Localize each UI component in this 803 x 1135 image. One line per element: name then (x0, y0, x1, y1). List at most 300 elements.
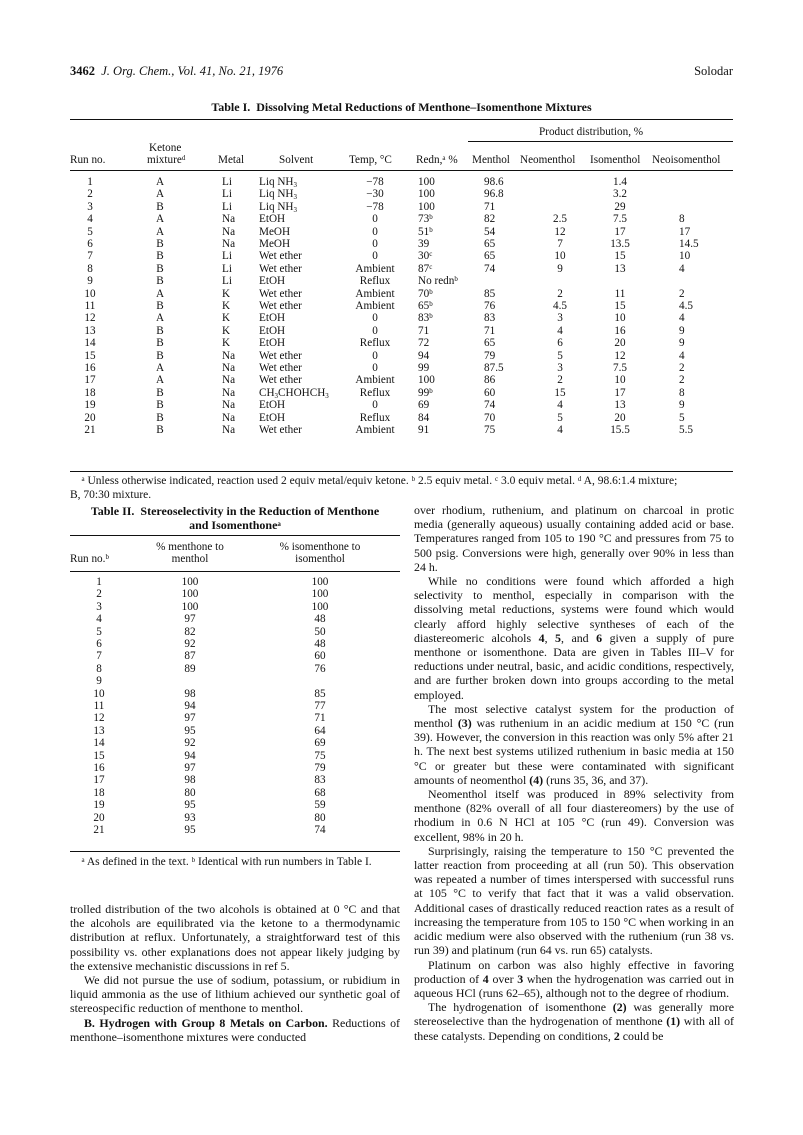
cell-run: 20 (84, 411, 96, 424)
redn-value: 71 (418, 324, 430, 337)
cell-ketone: B (156, 200, 164, 213)
cell-neomenthol: 4 (557, 424, 563, 436)
cell-temp: 0 (372, 312, 378, 325)
cell-neoisomenthol: 14.5 (679, 238, 699, 250)
cell-isomenthone-pct: 85 (314, 687, 326, 700)
cell-menthone-pct: 92 (184, 737, 196, 750)
cell-ketone: B (156, 386, 164, 399)
cell-menthone-pct: 82 (184, 625, 196, 638)
redn-sup: b (454, 275, 458, 284)
redn-value: 70 (418, 287, 430, 300)
solvent-text: EtOH (259, 213, 286, 226)
cell-isomenthol: 29 (614, 200, 626, 213)
cell-isomenthol: 17 (614, 386, 626, 399)
cell-ketone: B (156, 349, 164, 362)
cell-temp: 0 (372, 225, 378, 238)
cell-run: 17 (84, 374, 96, 387)
redn-value: 83 (418, 312, 430, 325)
cell-isomenthol: 12 (614, 349, 626, 362)
cell-isomenthone-pct: 71 (314, 712, 326, 725)
cell-isomenthol: 13.5 (610, 238, 630, 250)
cell-temp: 0 (372, 324, 378, 337)
cell-run: 13 (84, 324, 96, 337)
solvent-text: Wet ether (259, 424, 302, 436)
cell-run: 4 (87, 213, 93, 226)
cell-run: 9 (87, 275, 93, 288)
cell-neomenthol: 10 (554, 250, 566, 263)
cell-menthone-pct: 97 (184, 712, 196, 725)
cell-neoisomenthol: 10 (679, 250, 691, 263)
cell-run: 7 (96, 650, 102, 663)
cell-run: 19 (93, 799, 105, 812)
solvent-sub2: 3 (325, 391, 329, 400)
cell-menthone-pct: 94 (184, 749, 196, 762)
cell-temp: 0 (372, 238, 378, 250)
cell-menthol: 82 (484, 213, 496, 226)
cell-neomenthol: 4.5 (553, 300, 567, 312)
redn-value: 99 (418, 362, 430, 374)
cell-metal: K (222, 337, 231, 350)
cell-run: 6 (96, 638, 102, 650)
cell-metal: Li (222, 250, 232, 263)
col-ketone-line1: Ketone (149, 142, 182, 154)
cell-isomenthone-pct: 76 (314, 662, 326, 675)
cell-menthol: 65 (484, 238, 496, 250)
cell-temp: 0 (372, 399, 378, 412)
cell-isomenthol: 20 (614, 337, 626, 350)
cell-temp: 0 (372, 213, 378, 226)
cell-menthol: 71 (484, 324, 496, 337)
solvent-text: Wet ether (259, 362, 302, 374)
cell-metal: K (222, 312, 231, 325)
col2-isomenthone-line2: isomenthol (295, 553, 345, 565)
left-column-text (70, 902, 400, 1044)
redn-sup: b (429, 225, 433, 234)
solvent-text: Wet ether (259, 349, 302, 362)
cell-neoisomenthol: 9 (679, 324, 685, 337)
redn-value: 100 (418, 374, 435, 387)
cell-run: 9 (96, 675, 102, 688)
cell-run: 21 (93, 824, 105, 836)
cell-neomenthol: 12 (554, 225, 566, 238)
col-isomenthol: Isomenthol (590, 154, 641, 166)
redn-sup: b (429, 312, 433, 321)
cell-ketone: A (155, 176, 165, 188)
cell-neoisomenthol: 2 (679, 287, 685, 300)
cell-temp: Reflux (359, 386, 391, 399)
cell-menthol: 96.8 (484, 188, 504, 201)
cell-run: 2 (96, 588, 102, 601)
cell-isomenthone-pct: 83 (314, 774, 326, 787)
col2-run: Run no.$^b$ (70, 553, 109, 565)
solvent-text: MeOH (259, 238, 291, 250)
cell-neomenthol: 3 (557, 362, 563, 374)
cell-metal: Na (222, 386, 236, 399)
cell-neoisomenthol: 8 (679, 213, 685, 226)
cell-menthone-pct: 92 (184, 638, 196, 650)
cell-isomenthol: 16 (614, 324, 626, 337)
cell-run: 12 (84, 312, 96, 325)
cell-temp: Ambient (355, 424, 395, 436)
cell-run: 7 (87, 250, 93, 263)
cell-isomenthone-pct: 68 (314, 786, 326, 799)
product-distribution-header: Product distribution, % (539, 126, 644, 138)
cell-menthone-pct: 100 (181, 600, 199, 613)
cell-menthone-pct: 98 (184, 774, 196, 787)
cell-menthone-pct: 95 (184, 724, 196, 737)
cell-ketone: B (156, 250, 164, 263)
right-column-text (414, 503, 734, 1043)
cell-run: 4 (96, 613, 102, 626)
cell-ketone: B (156, 262, 164, 275)
cell-temp: Ambient (355, 262, 395, 275)
solvent-text: EtOH (259, 275, 286, 288)
cell-isomenthol: 17 (614, 225, 626, 238)
cell-menthol: 83 (484, 312, 496, 325)
cell-menthone-pct: 100 (181, 576, 199, 588)
paragraph: trolled distribution of the two alcohols is obtained at 0 °C and that the alcohols are equilibrated via the ketone to a thermodynamic distribution at reflux. Unfortunately, a straightforward test of this possibility vs. other explanations does not appear likely judging by the extensive mechanistic discussions in ref 5. (70, 902, 400, 973)
cell-menthone-pct: 98 (184, 687, 196, 700)
cell-run: 14 (84, 337, 96, 350)
cell-neoisomenthol: 2 (679, 362, 685, 374)
table2-label: Table II. (90, 504, 135, 518)
cell-neomenthol: 4 (557, 324, 563, 337)
col-temp: Temp, °C (349, 154, 392, 166)
cell-run: 18 (84, 386, 96, 399)
cell-neomenthol: 2 (557, 374, 563, 387)
paragraph: While no conditions were found which afforded a high selectivity to menthol, especially in comparison with the dissolving metal reductions, systems were found which would clearly afford highly selective syntheses of each of the diastereomeric alcohols 4, 5, and 6 given a supply of pure menthone or isomenthone. Data are given in Tables III–V for reductions under neutral, basic, and acidic conditions, respectively, and are further broken down into groups according to the metal employed. (414, 574, 734, 702)
solvent-text: EtOH (259, 337, 286, 350)
cell-neoisomenthol: 4 (679, 262, 685, 275)
cell-isomenthone-pct: 100 (311, 588, 329, 601)
cell-metal: K (222, 300, 231, 312)
cell-ketone: A (155, 188, 165, 201)
table2-top-rule (70, 535, 400, 536)
cell-metal: Li (222, 275, 232, 288)
cell-run: 17 (93, 774, 105, 787)
paragraph: Surprisingly, raising the temperature to 150 °C prevented the latter reaction from proceeding at all (run 50). This observation was repeated a number of times interspersed with successful runs at 105 °C to verify that fact that it was a valid observation. Additional cases of drastically reduced reaction rates as a result of increasing the temperature from 105 to 150 °C when working in an acidic medium were also observed with the ruthenium (run 38 vs. run 39) and platinum (run 64 vs. run 65) catalysts. (414, 843, 734, 958)
cell-neomenthol: 5 (557, 349, 563, 362)
col-solvent: Solvent (279, 154, 314, 166)
cell-isomenthol: 1.4 (613, 176, 627, 188)
cell-neomenthol: 6 (557, 337, 563, 350)
cell-run: 16 (84, 362, 96, 374)
redn-value: 100 (418, 188, 435, 201)
cell-neoisomenthol: 5 (679, 411, 685, 424)
cell-menthol: 75 (484, 424, 496, 436)
redn-value: No redn (418, 275, 455, 288)
cell-run: 16 (93, 762, 105, 774)
cell-menthol: 71 (484, 200, 496, 213)
cell-neoisomenthol: 9 (679, 337, 685, 350)
cell-menthone-pct: 80 (184, 786, 196, 799)
table1-title: Dissolving Metal Reductions of Menthone–Isomenthone Mixtures (256, 100, 592, 114)
redn-value: 72 (418, 337, 430, 350)
cell-ketone: B (156, 337, 164, 350)
cell-metal: Na (222, 349, 236, 362)
solvent-sub: 3 (274, 391, 279, 400)
cell-run: 18 (93, 786, 105, 799)
cell-menthol: 98.6 (484, 176, 504, 188)
paragraph: The hydrogenation of isomenthone (2) was generally more stereoselective than the hydrogenation of menthone (1) with all of these catalysts. Depending on conditions, 2 could be (414, 1000, 734, 1043)
cell-menthol: 74 (484, 399, 496, 412)
cell-isomenthone-pct: 74 (314, 824, 326, 836)
cell-menthone-pct: 97 (184, 762, 196, 774)
col2-menthone-line1: % menthone to (156, 541, 224, 553)
cell-isomenthone-pct: 75 (314, 749, 326, 762)
cell-neoisomenthol: 9 (679, 399, 685, 412)
cell-menthone-pct: 89 (184, 662, 196, 675)
cell-menthol: 65 (484, 250, 496, 263)
cell-menthone-pct: 97 (184, 613, 196, 626)
cell-temp: Ambient (355, 287, 395, 300)
cell-isomenthol: 7.5 (613, 362, 627, 374)
redn-value: 84 (418, 411, 430, 424)
cell-metal: Na (222, 424, 236, 436)
col2-isomenthone-line1: % isomenthone to (279, 541, 361, 553)
cell-isomenthone-pct: 48 (314, 613, 326, 626)
cell-menthone-pct: 95 (184, 824, 196, 836)
redn-sup: b (429, 287, 433, 296)
cell-metal: Na (222, 213, 236, 226)
paragraph: The most selective catalyst system for the production of menthol (3) was ruthenium in an acidic medium at 150 °C (run 39). However, the conversion in this reaction was only 5% after 21 h. The next best systems utilized ruthenium in basic media at 150 °C or greater but these were contaminated with significant amounts of neomenthol (4) (runs 35, 36, and 37). (414, 701, 734, 787)
cell-metal: Na (222, 374, 236, 387)
cell-neomenthol: 7 (557, 238, 563, 250)
cell-menthol: 54 (484, 225, 496, 238)
cell-menthol: 74 (484, 262, 496, 275)
cell-run: 11 (84, 300, 96, 312)
cell-run: 3 (96, 600, 102, 613)
cell-menthol: 79 (484, 349, 496, 362)
cell-run: 8 (96, 662, 102, 675)
cell-temp: −78 (366, 176, 384, 188)
table2-bottom-rule (70, 851, 400, 852)
solvent-sub: 3 (293, 193, 297, 202)
redn-sup: b (429, 386, 433, 395)
col2-menthone-line2: menthol (171, 553, 209, 565)
cell-metal: K (222, 324, 231, 337)
solvent-text: Wet ether (259, 250, 302, 263)
table2-caption: Table II. Stereoselectivity in the Reduction of Menthone and Isomenthone$^a$ (90, 504, 380, 532)
redn-value: 73 (418, 213, 430, 226)
cell-isomenthone-pct: 48 (314, 638, 326, 650)
redn-value: 87 (418, 262, 430, 275)
cell-ketone: A (155, 225, 165, 238)
cell-menthol: 70 (484, 411, 496, 424)
cell-isomenthone-pct: 69 (314, 737, 326, 750)
cell-isomenthol: 15 (614, 250, 626, 263)
cell-isomenthol: 7.5 (613, 213, 627, 226)
cell-metal: Li (222, 188, 232, 201)
cell-isomenthone-pct: 60 (314, 650, 326, 663)
table2-footnote: $^a$ As defined in the text. $^b$ Identical with run numbers in Table I. (81, 856, 372, 868)
redn-sup: b (429, 300, 433, 308)
cell-isomenthol: 15 (614, 300, 626, 312)
cell-menthol: 85 (484, 287, 496, 300)
journal-citation: J. Org. Chem., Vol. 41, No. 21, 1976 (101, 64, 284, 78)
solvent-text: EtOH (259, 324, 286, 337)
cell-neoisomenthol: 4.5 (679, 300, 693, 312)
cell-isomenthone-pct: 100 (311, 576, 329, 588)
solvent-text: CH (259, 386, 275, 399)
cell-ketone: A (155, 287, 165, 300)
cell-isomenthol: 10 (614, 312, 626, 325)
cell-temp: Ambient (355, 374, 395, 387)
cell-isomenthol: 13 (614, 262, 626, 275)
cell-ketone: B (156, 411, 164, 424)
cell-run: 2 (87, 188, 93, 201)
cell-ketone: B (156, 275, 164, 288)
cell-run: 1 (87, 176, 93, 188)
cell-isomenthol: 11 (614, 287, 626, 300)
cell-run: 5 (96, 625, 102, 638)
cell-ketone: B (156, 399, 164, 412)
solvent-text: EtOH (259, 399, 286, 412)
cell-ketone: A (155, 362, 165, 374)
solvent-text: Liq NH (259, 176, 294, 188)
cell-neomenthol: 15 (554, 386, 566, 399)
paragraph: Neomenthol itself was produced in 89% selectivity from menthone (82% overall of all four diastereomers) by the use of rhodium in 0.6 N HCl at 105 °C (run 49). Conversion was excellent, 98% in 20 h. (414, 787, 734, 844)
col-metal: Metal (218, 154, 245, 166)
paragraph: We did not pursue the use of sodium, potassium, or rubidium in liquid ammonia as the use of lithium achieved our synthetic goal of stereospecific reduction of menthone to menthol. (70, 973, 400, 1016)
redn-value: 65 (418, 300, 430, 312)
cell-run: 10 (84, 287, 96, 300)
cell-isomenthone-pct: 64 (314, 724, 326, 737)
cell-metal: K (222, 287, 231, 300)
cell-temp: Reflux (359, 411, 391, 424)
paragraph: Platinum on carbon was also highly effective in favoring production of 4 over 3 when the hydrogenation was carried out in aqueous HCl (runs 62–65), although not to the degree of rhodium. (414, 957, 734, 1000)
solvent-text: Liq NH (259, 200, 294, 213)
solvent-text: EtOH (259, 312, 286, 325)
cell-neomenthol: 3 (557, 312, 563, 325)
redn-sup: c (429, 250, 433, 259)
cell-neomenthol: 2 (557, 287, 563, 300)
cell-run: 20 (93, 811, 105, 824)
cell-neoisomenthol: 2 (679, 374, 685, 387)
table1-label: Table I. (211, 100, 251, 114)
cell-menthol: 60 (484, 386, 496, 399)
cell-metal: Na (222, 411, 236, 424)
cell-temp: −78 (366, 200, 384, 213)
redn-value: 39 (418, 238, 430, 250)
redn-value: 99 (418, 386, 430, 399)
cell-metal: Li (222, 262, 232, 275)
cell-menthol: 76 (484, 300, 496, 312)
cell-menthone-pct: 87 (184, 650, 196, 663)
cell-run: 5 (87, 225, 93, 238)
redn-value: 51 (418, 225, 430, 238)
cell-isomenthone-pct: 50 (314, 625, 326, 638)
table2-header-rule (70, 571, 400, 572)
cell-neoisomenthol: 17 (679, 225, 691, 238)
cell-ketone: A (155, 312, 165, 325)
cell-neoisomenthol: 4 (679, 312, 685, 325)
cell-isomenthol: 3.2 (613, 188, 627, 201)
cell-neomenthol: 4 (557, 399, 563, 412)
redn-sup: c (429, 262, 433, 271)
cell-neoisomenthol: 8 (679, 386, 685, 399)
cell-temp: Ambient (355, 300, 395, 312)
cell-isomenthone-pct: 79 (314, 762, 326, 774)
solvent-text: EtOH (259, 411, 286, 424)
cell-ketone: B (156, 238, 164, 250)
solvent-text: Wet ether (259, 262, 302, 275)
cell-temp: Reflux (359, 337, 391, 350)
cell-run: 12 (93, 712, 105, 725)
cell-run: 3 (87, 200, 93, 213)
cell-menthone-pct: 100 (181, 588, 199, 601)
cell-run: 13 (93, 724, 105, 737)
cell-neomenthol: 5 (557, 411, 563, 424)
solvent-text: Wet ether (259, 300, 302, 312)
solvent-text: Wet ether (259, 287, 302, 300)
cell-ketone: A (155, 213, 165, 226)
running-author: Solodar (694, 64, 733, 78)
col-redn: Redn,$^a$ % (416, 154, 458, 166)
cell-isomenthone-pct: 77 (314, 700, 326, 712)
cell-run: 6 (87, 238, 93, 250)
cell-menthol: 87.5 (484, 362, 504, 374)
solvent-text2: CHOHCH (278, 386, 326, 399)
cell-metal: Na (222, 362, 236, 374)
cell-menthone-pct: 93 (184, 811, 196, 824)
cell-isomenthone-pct: 59 (314, 799, 326, 812)
cell-isomenthol: 15.5 (610, 424, 630, 436)
cell-metal: Na (222, 399, 236, 412)
cell-run: 19 (84, 399, 96, 412)
page-number: 3462 (70, 64, 95, 78)
cell-run: 15 (93, 749, 105, 762)
cell-metal: Na (222, 225, 236, 238)
col-neomenthol: Neomenthol (520, 154, 576, 166)
col-neoisomenthol: Neoisomenthol (652, 154, 721, 166)
solvent-text: Wet ether (259, 374, 302, 387)
cell-metal: Li (222, 200, 232, 213)
cell-metal: Na (222, 238, 236, 250)
redn-value: 30 (418, 250, 430, 263)
cell-temp: 0 (372, 349, 378, 362)
paragraph: over rhodium, ruthenium, and platinum on charcoal in protic media (generally aqueous) usually containing added acid or base. Temperatures ranged from 105 to 190 °C and pressures from 75 to 500 psig. Conversions were high, generally over 90% in less than 24 h. (414, 503, 734, 574)
redn-sup: b (429, 213, 433, 222)
cell-neoisomenthol: 4 (679, 349, 685, 362)
cell-run: 15 (84, 349, 96, 362)
cell-run: 11 (93, 700, 105, 712)
solvent-text: Liq NH (259, 188, 294, 201)
redn-value: 100 (418, 200, 435, 213)
cell-run: 1 (96, 576, 102, 588)
table1-footnote: $^a$ Unless otherwise indicated, reaction used 2 equiv metal/equiv ketone. $^b$ 2.5 equiv metal. $^c$ 3.0 equiv metal. $^d$ A, 98.6:1.4 mixture; B, 70:30 mixture. (70, 475, 678, 501)
cell-temp: −30 (366, 188, 384, 201)
cell-neomenthol: 2.5 (553, 213, 567, 226)
cell-ketone: B (156, 324, 164, 337)
cell-run: 21 (84, 424, 96, 436)
cell-temp: 0 (372, 250, 378, 263)
cell-temp: Reflux (359, 275, 391, 288)
cell-run: 10 (93, 687, 105, 700)
cell-ketone: A (155, 374, 165, 387)
cell-isomenthol: 13 (614, 399, 626, 412)
col-ketone-line2: mixture$^d$ (147, 154, 186, 166)
solvent-text: MeOH (259, 225, 291, 238)
paragraph: B. Hydrogen with Group 8 Metals on Carbon. Reductions of menthone–isomenthone mixtures were conducted (70, 1015, 400, 1044)
solvent-sub: 3 (293, 205, 297, 214)
cell-neomenthol: 9 (557, 262, 563, 275)
col-menthol: Menthol (472, 154, 510, 166)
redn-value: 94 (418, 349, 430, 362)
cell-menthol: 86 (484, 374, 496, 387)
cell-ketone: B (156, 424, 164, 436)
redn-value: 91 (418, 424, 430, 436)
